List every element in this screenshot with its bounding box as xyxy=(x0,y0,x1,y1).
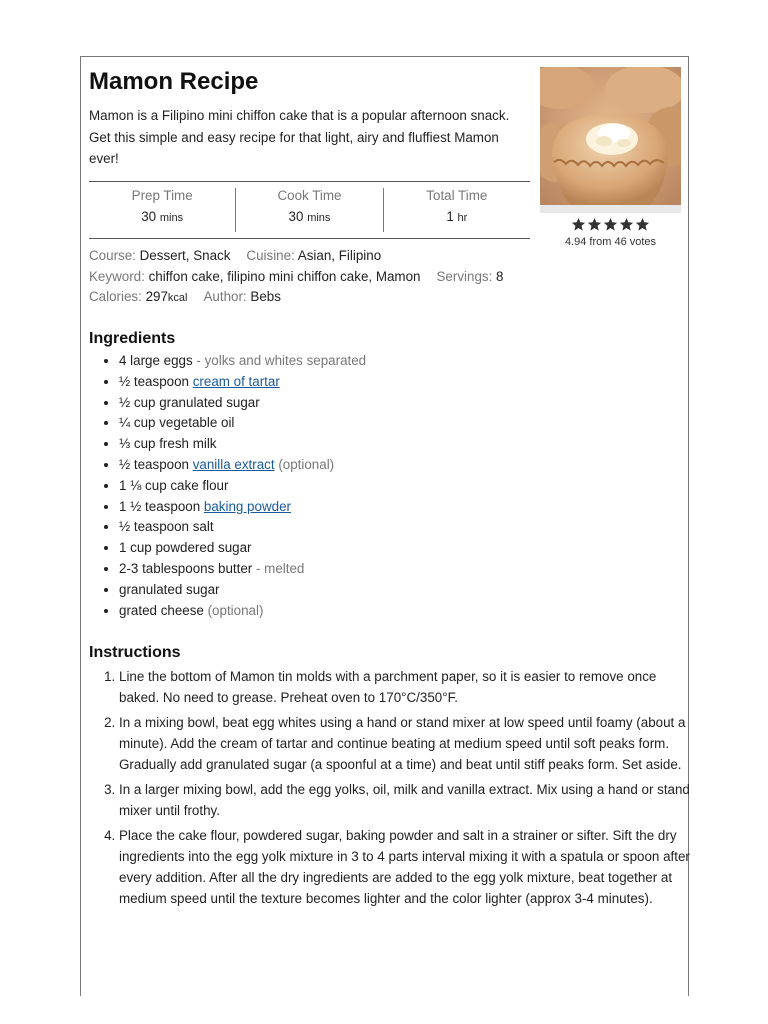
keyword-label: Keyword: xyxy=(89,268,145,284)
ingredient-item xyxy=(119,476,639,497)
keyword-value: chiffon cake, filipino mini chiffon cake, Mamon xyxy=(148,268,421,284)
ingredient-text: ½ cup granulated sugar xyxy=(119,394,260,410)
total-time-value xyxy=(384,209,530,224)
total-time-unit: hr xyxy=(457,212,468,224)
ingredient-item xyxy=(119,538,639,559)
meta-row-keyword xyxy=(89,267,549,288)
ingredients-heading: Ingredients xyxy=(89,330,176,347)
ingredient-text: grated cheese xyxy=(119,602,204,618)
ingredient-note: (optional) xyxy=(274,456,335,472)
recipe-title: Mamon Recipe xyxy=(89,68,259,95)
servings-label: Servings: xyxy=(436,268,493,284)
ingredient-text: 2-3 tablespoons butter xyxy=(119,560,253,576)
star-icon[interactable] xyxy=(635,217,650,232)
cook-time-number: 30 xyxy=(288,209,304,224)
ingredient-item xyxy=(119,601,639,622)
total-time-label: Total Time xyxy=(426,188,488,203)
ingredient-item xyxy=(119,393,639,414)
ingredient-item xyxy=(119,434,639,455)
instruction-step: 2. In a mixing bowl, beat egg whites using a hand or stand mixer at low speed until foamy (about a minute). Add the cream of tartar and continue beating at medium speed until soft peaks form. Gradually add granulated sugar (a spoonful at a time) and beat until stiff peaks form. Set aside. xyxy=(119,712,694,775)
ingredient-text: 1 cup powdered sugar xyxy=(119,540,252,556)
ingredient-text: ½ teaspoon xyxy=(119,456,193,472)
ingredient-text: 4 large eggs xyxy=(119,353,193,368)
prep-time xyxy=(89,182,235,238)
ingredient-item xyxy=(119,559,639,580)
prep-time-number: 30 xyxy=(141,209,157,224)
author-label: Author: xyxy=(203,289,247,304)
meta-row-calories xyxy=(89,287,549,309)
recipe-photo xyxy=(540,67,681,213)
ingredient-item xyxy=(119,372,639,393)
cuisine-value: Asian, Filipino xyxy=(297,248,382,263)
ingredient-note: (optional) xyxy=(203,602,264,618)
ingredient-text: ½ teaspoon xyxy=(119,373,193,389)
ingredient-note: - yolks and whites separated xyxy=(192,353,367,368)
ingredient-item xyxy=(119,455,639,476)
calories-label: Calories: xyxy=(89,289,142,304)
ingredient-text: 1 ½ teaspoon xyxy=(119,498,204,514)
servings-value[interactable]: 8 xyxy=(496,268,504,284)
prep-time-unit: mins xyxy=(159,212,184,224)
ingredient-item xyxy=(119,413,639,434)
total-time-number: 1 xyxy=(446,209,454,224)
recipe-card xyxy=(80,56,689,996)
ingredient-link-cream-of-tartar[interactable]: cream of tartar xyxy=(192,373,280,389)
total-time xyxy=(383,188,530,232)
cook-time xyxy=(235,188,382,232)
rating-summary: 4.94 from 46 votes xyxy=(564,236,657,248)
course-label: Course: xyxy=(89,248,136,263)
ingredient-link-vanilla-extract[interactable]: vanilla extract xyxy=(192,456,275,472)
ingredient-note: - melted xyxy=(252,560,305,576)
cook-time-unit: mins xyxy=(307,212,331,224)
instructions-list xyxy=(89,666,694,913)
meta-row-course xyxy=(89,246,549,267)
rating-stars[interactable] xyxy=(540,217,681,232)
recipe-summary: Mamon is a Filipino mini chiffon cake that is a popular afternoon snack. Get this simple and easy recipe for that light, airy and fluffiest Mamon ever! xyxy=(89,108,510,166)
ingredient-text: ⅓ cup fresh milk xyxy=(119,436,217,452)
ingredient-item xyxy=(119,351,639,372)
instruction-step: 4. Place the cake flour, powdered sugar, baking powder and salt in a strainer or sifter. Sift the dry ingredients into the egg yolk mixture in 3 to 4 parts interval mixing it with a spatula or spoon after every addition. After all the dry ingredients are added to the egg yolk mixture, beat together at medium speed until the texture becomes lighter and the color lighter (approx 3-4 minutes). xyxy=(119,825,694,909)
ingredient-text: ¼ cup vegetable oil xyxy=(119,415,235,431)
prep-time-label: Prep Time xyxy=(131,188,193,203)
star-icon[interactable] xyxy=(619,217,634,232)
instruction-step: 3. In a larger mixing bowl, add the egg yolks, oil, milk and vanilla extract. Mix using a hand or stand mixer until frothy. xyxy=(119,779,694,821)
instructions-heading: Instructions xyxy=(89,644,181,661)
star-icon[interactable] xyxy=(587,217,602,232)
calories-value: 297 xyxy=(145,289,168,304)
cook-time-label: Cook Time xyxy=(277,188,342,203)
mamon-photo-illustration xyxy=(540,67,681,213)
ingredient-item xyxy=(119,497,639,518)
recipe-times xyxy=(89,181,530,239)
calories-unit: kcal xyxy=(167,292,188,304)
ingredient-text: 1 ⅛ cup cake flour xyxy=(119,477,229,493)
cuisine-label: Cuisine: xyxy=(246,248,295,263)
recipe-rating xyxy=(540,217,681,248)
course-value: Dessert, Snack xyxy=(139,248,231,263)
ingredient-text: ½ teaspoon salt xyxy=(119,519,214,535)
ingredient-text: granulated sugar xyxy=(119,581,220,597)
author-value: Bebs xyxy=(250,289,281,304)
star-icon[interactable] xyxy=(571,217,586,232)
star-icon[interactable] xyxy=(603,217,618,232)
ingredients-list xyxy=(89,351,639,621)
recipe-meta xyxy=(89,246,549,309)
ingredient-item xyxy=(119,580,639,601)
cook-time-value xyxy=(236,209,382,224)
ingredient-item xyxy=(119,517,639,538)
instruction-step: 1. Line the bottom of Mamon tin molds with a parchment paper, so it is easier to remove once baked. No need to grease. Preheat oven to 170°C/350°F. xyxy=(119,666,694,708)
prep-time-value xyxy=(89,209,235,224)
ingredient-link-baking-powder[interactable]: baking powder xyxy=(203,498,291,514)
